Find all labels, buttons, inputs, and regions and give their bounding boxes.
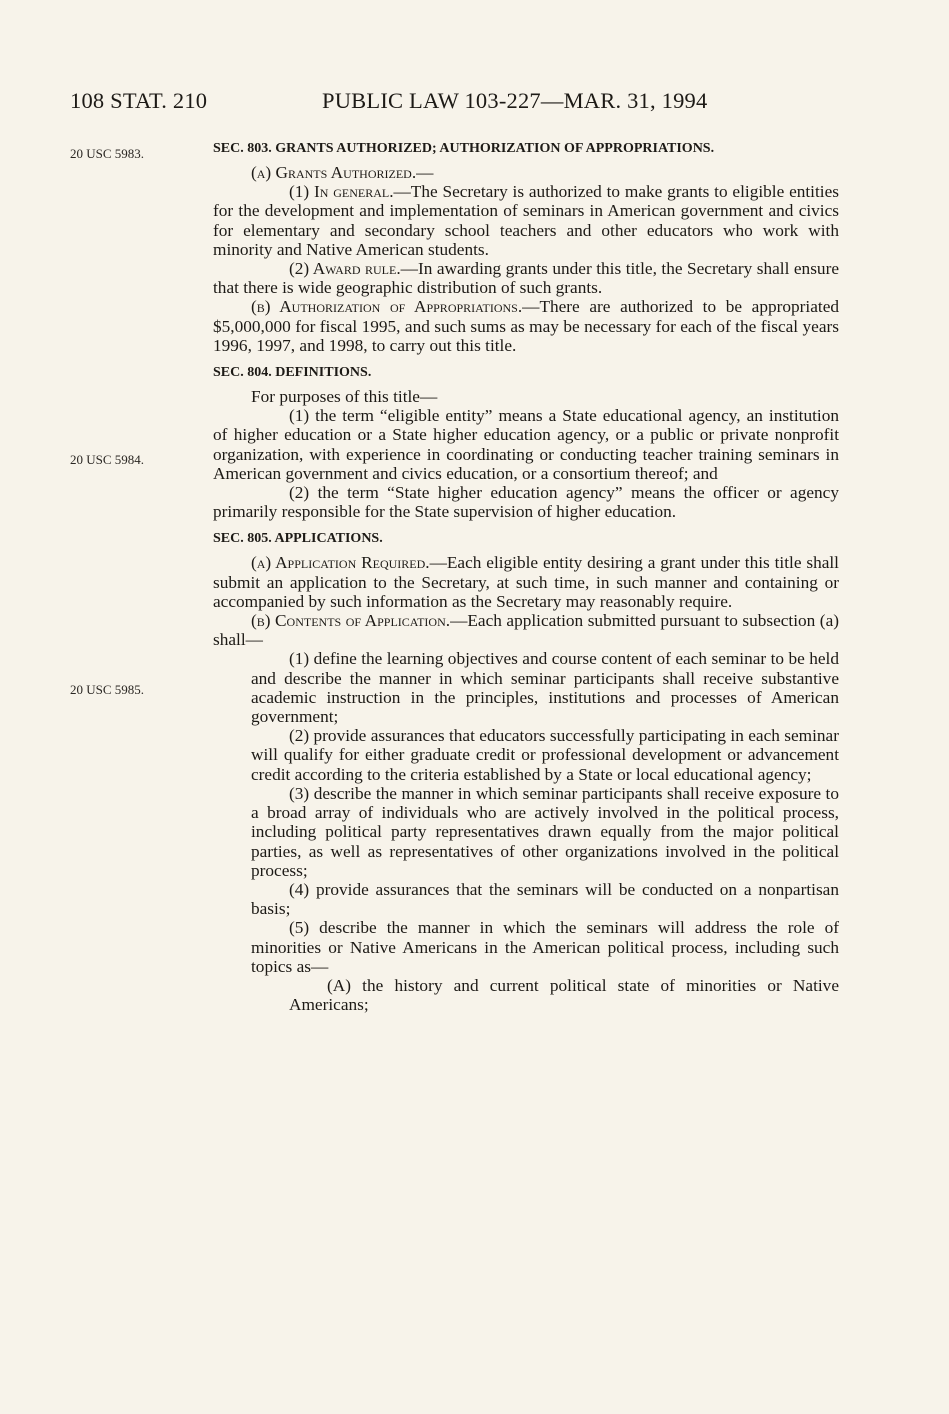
margin-note-usc-5984: 20 USC 5984. [70, 452, 145, 467]
paragraph: (b) Contents of Application.—Each application submitted pursuant to subsection (a) shall— [213, 611, 839, 650]
list-item: (1) define the learning objectives and course content of each seminar to be held and describe the manner in which seminar participants shall receive substantive academic instruction in the principles, institutions and processes of American government; [251, 649, 839, 727]
public-law-citation: PUBLIC LAW 103-227—MAR. 31, 1994 [322, 88, 708, 113]
list-item: (2) provide assurances that educators successfully participating in each seminar will qualify for either graduate credit or professional development or advancement credit according to the criteria established by a State or local educational agency; [251, 726, 839, 784]
document-body [213, 140, 839, 1014]
list-item: (4) provide assurances that the seminars will be conducted on a nonpartisan basis; [251, 879, 839, 919]
subsection-heading: (a) Grants Authorized.— [251, 163, 434, 182]
paragraph: (2) Award rule.—In awarding grants under this title, the Secretary shall ensure that there is wide geographic distribution of such grants. [213, 259, 839, 298]
margin-note-usc-5983: 20 USC 5983. [70, 146, 145, 161]
paragraph: (b) Authorization of Appropriations.—There are authorized to be appropriated $5,000,000 for fiscal 1995, and such sums as may be necessary for each of the fiscal years 1996, 1997, and 1998, to carry out this title. [213, 297, 840, 355]
definition-item: (1) the term “eligible entity” means a State educational agency, an institution of higher education or a State higher education agency, or a public or private nonprofit organization, with experience in coordinating or conducting teacher training seminars in American government and civics education, or a consortium thereof; and [213, 406, 839, 483]
section-805-heading: SEC. 805. APPLICATIONS. [213, 531, 383, 547]
list-subitem: (A) the history and current political state of minorities or Native Americans; [289, 975, 839, 1015]
paragraph: (1) In general.—The Secretary is authorized to make grants to eligible entities for the development and implementation of seminars in American government and civics for elementary and secondary school teachers and other educators who work with minority and Native American students. [213, 182, 839, 259]
section-804-heading: SEC. 804. DEFINITIONS. [213, 365, 372, 381]
paragraph: (a) Application Required.—Each eligible entity desiring a grant under this title shall submit an application to the Secretary, at such time, in such manner and containing or accompanied by such information as the Secretary may reasonably require. [213, 553, 839, 611]
paragraph: For purposes of this title— [251, 387, 438, 407]
list-item: (3) describe the manner in which seminar participants shall receive exposure to a broad array of individuals who are actively involved in the political process, including political party representatives drawn equally from the major political parties, as well as representatives of other organizations involved in the political process; [251, 783, 839, 880]
page-header [70, 88, 870, 118]
list-item: (5) describe the manner in which the seminars will address the role of minorities or Native Americans in the American political process, including such topics as— [251, 918, 839, 976]
margin-note-usc-5985: 20 USC 5985. [70, 682, 145, 697]
definition-item: (2) the term “State higher education agency” means the officer or agency primarily responsible for the State supervision of higher education. [213, 483, 839, 522]
statute-page-number: 108 STAT. 210 [70, 88, 208, 113]
section-803-heading: SEC. 803. GRANTS AUTHORIZED; AUTHORIZATION OF APPROPRIATIONS. [213, 141, 715, 156]
